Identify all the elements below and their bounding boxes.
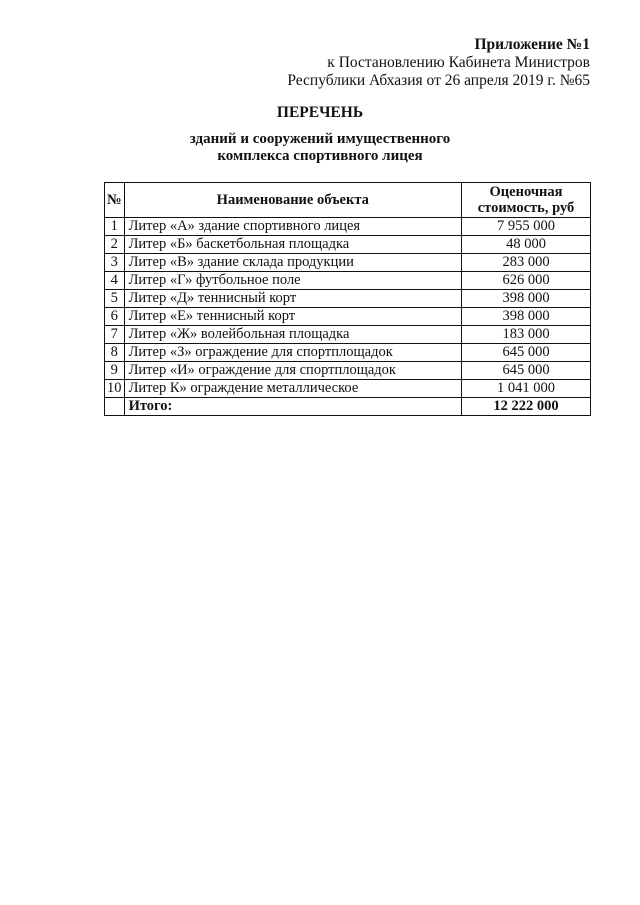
table-row (105, 308, 591, 326)
row-number: 6 (105, 308, 125, 326)
total-label: Итого: (124, 398, 461, 416)
document-heading: ПЕРЕЧЕНЬ (276, 104, 364, 121)
row-object-name: Литер «Г» футбольное поле (124, 272, 461, 290)
table-row (105, 236, 591, 254)
row-cost: 183 000 (462, 326, 591, 344)
property-table (104, 182, 591, 416)
row-object-name: Литер «Е» теннисный корт (124, 308, 461, 326)
row-number: 7 (105, 326, 125, 344)
row-object-name: Литер «И» ограждение для спортплощадок (124, 362, 461, 380)
row-cost: 7 955 000 (462, 218, 591, 236)
total-number-cell (105, 398, 125, 416)
annex-block (287, 36, 590, 90)
row-number: 5 (105, 290, 125, 308)
header-cost-line-1: Оценочная (489, 184, 563, 200)
row-number: 10 (105, 380, 125, 398)
annex-title: Приложение №1 (474, 36, 590, 53)
table-row (105, 218, 591, 236)
row-number: 4 (105, 272, 125, 290)
header-cost-line-2: стоимость, руб (477, 200, 575, 216)
subheading-line-2: комплекса спортивного лицея (217, 148, 423, 164)
row-cost: 645 000 (462, 362, 591, 380)
row-number: 9 (105, 362, 125, 380)
document-subheading (0, 131, 640, 165)
row-cost: 48 000 (462, 236, 591, 254)
row-object-name: Литер К» ограждение металлическое (124, 380, 461, 398)
annex-date-line: Республики Абхазия от 26 апреля 2019 г. №65 (287, 72, 590, 89)
total-value: 12 222 000 (462, 398, 591, 416)
table-row (105, 362, 591, 380)
table-row (105, 290, 591, 308)
row-cost: 645 000 (462, 344, 591, 362)
annex-reference-line: к Постановлению Кабинета Министров (327, 54, 590, 71)
row-cost: 398 000 (462, 308, 591, 326)
header-object-name: Наименование объекта (124, 183, 461, 218)
table-total-row (105, 398, 591, 416)
table-row (105, 272, 591, 290)
subheading-line-1: зданий и сооружений имущественного (189, 131, 451, 147)
table-header-row (105, 183, 591, 218)
row-object-name: Литер «Ж» волейбольная площадка (124, 326, 461, 344)
table-row (105, 326, 591, 344)
table-row (105, 380, 591, 398)
row-number: 2 (105, 236, 125, 254)
row-object-name: Литер «Б» баскетбольная площадка (124, 236, 461, 254)
row-number: 1 (105, 218, 125, 236)
row-number: 3 (105, 254, 125, 272)
table-row (105, 344, 591, 362)
table-row (105, 254, 591, 272)
row-cost: 626 000 (462, 272, 591, 290)
row-cost: 1 041 000 (462, 380, 591, 398)
header-estimated-cost (462, 183, 591, 218)
row-cost: 283 000 (462, 254, 591, 272)
row-object-name: Литер «А» здание спортивного лицея (124, 218, 461, 236)
row-object-name: Литер «З» ограждение для спортплощадок (124, 344, 461, 362)
row-cost: 398 000 (462, 290, 591, 308)
row-object-name: Литер «Д» теннисный корт (124, 290, 461, 308)
row-object-name: Литер «В» здание склада продукции (124, 254, 461, 272)
row-number: 8 (105, 344, 125, 362)
header-number: № (105, 183, 125, 218)
